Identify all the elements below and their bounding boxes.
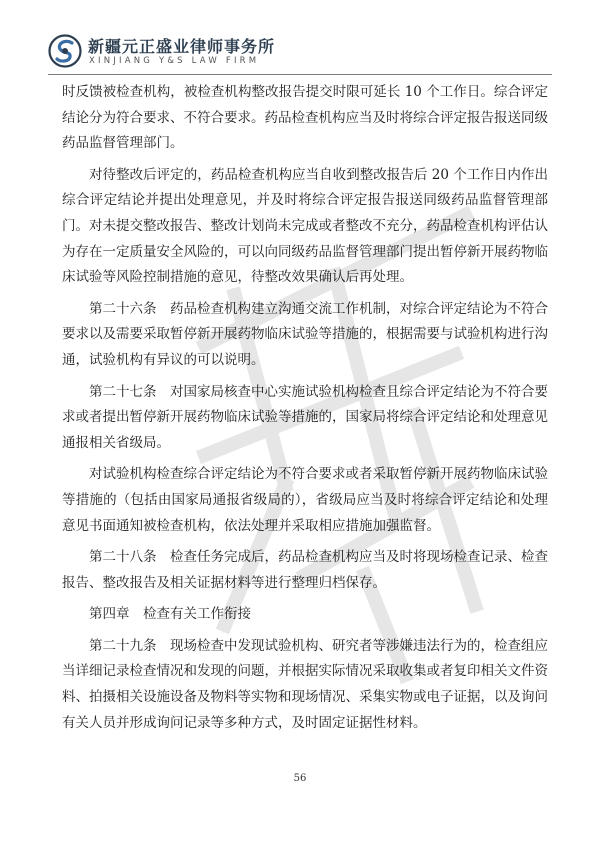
firm-logo-icon (48, 34, 82, 68)
chapter-4-heading: 第四章 检查有关工作衔接 (89, 606, 251, 623)
firm-name-cn: 新疆元正盛业律师事务所 (88, 37, 276, 56)
paragraph-continuation: 时反馈被检查机构，被检查机构整改报告提交时限可延长 10 个工作日。综合评定结论分为符合要求、不符合要求。药品检查机构应当及时将综合评定报告报送同级药品监督管理部门。 (62, 84, 548, 152)
firm-name-en: XINJIANG Y&S LAW FIRM (89, 56, 260, 66)
paragraph-rectification-evaluation: 对待整改后评定的，药品检查机构应当自收到整改报告后 20 个工作日内作出综合评定结论并提出处理意见，并及时将综合评定报告报送同级药品监督管理部门。对未提交整改报告、整改计划尚未完成或者整改不充分，药品检查机构评估认为存在一定质量安全风险的，可以向同级药品监督管理部门提出暂停新开展药物临床试验等风险控制措施的意见，待整改效果确认后再处理。 (62, 166, 548, 286)
article-28: 第二十八条 检查任务完成后，药品检查机构应当及时将现场检查记录、检查报告、整改报告及相关证据材料等进行整理归档保存。 (62, 549, 548, 591)
header-divider (48, 74, 552, 75)
article-27: 第二十七条 对国家局核查中心实施试验机构检查且综合评定结论为不符合要求或者提出暂停新开展药物临床试验等措施的，国家局将综合评定结论和处理意见通报相关省级局。 (62, 383, 548, 451)
document-body (62, 80, 548, 742)
article-26: 第二十六条 药品检查机构建立沟通交流工作机制，对综合评定结论为不符合要求以及需要采取暂停新开展药物临床试验等措施的，根据需要与试验机构进行沟通，试验机构有异议的可以说明。 (62, 300, 548, 368)
article-29: 第二十九条 现场检查中发现试验机构、研究者等涉嫌违法行为的，检查组应当详细记录检查情况和发现的问题，并根据实际情况采取收集或者复印相关文件资料、拍摄相关设施设备及物料等实物和现场情况、采集实物或电子证据，以及询问有关人员并形成询问记录等多种方式，及时固定证据性材料。 (62, 637, 548, 731)
page-number: 56 (293, 773, 307, 784)
page-header (48, 30, 552, 70)
paragraph-provincial-notice: 对试验机构检查综合评定结论为不符合要求或者采取暂停新开展药物临床试验等措施的（包括由国家局通报省级局的），省级局应当及时将综合评定结论和处理意见书面通知被检查机构，依法处理并采取相应措施加强监督。 (62, 466, 548, 534)
